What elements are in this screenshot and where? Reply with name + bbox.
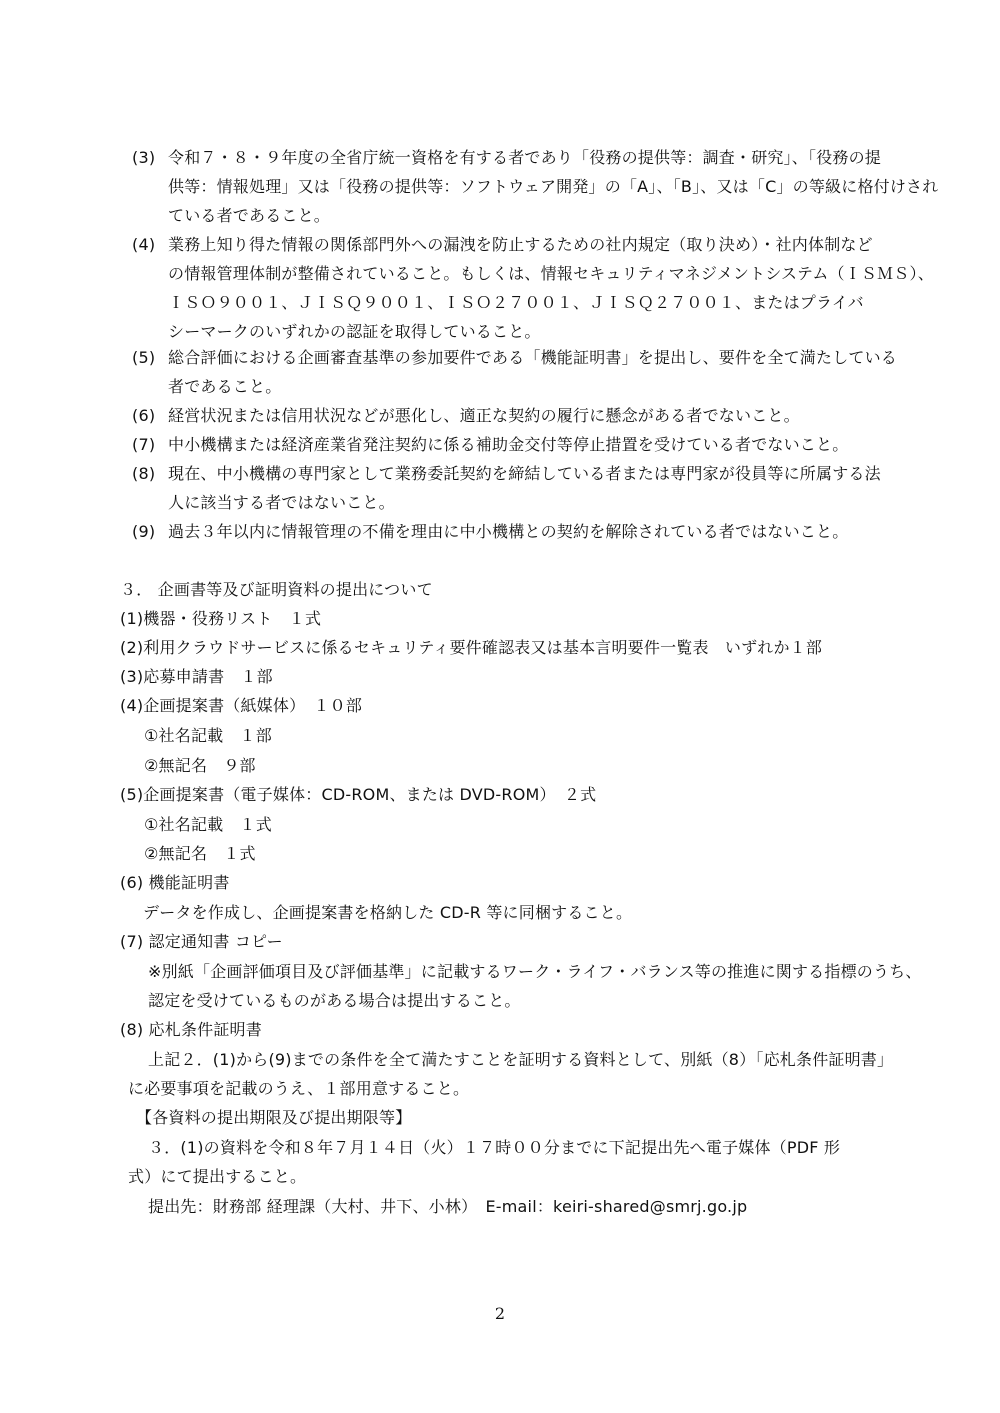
item-text-line: 令和７・８・９年度の全省庁統一資格を有する者であり「役務の提供等：調査・研究」、「役務の提: [168, 148, 882, 167]
item-text-line: 経営状況または信用状況などが悪化し、適正な契約の履行に懸念がある者でないこと。: [168, 406, 800, 425]
deadline-text: 式）にて提出すること。: [128, 1167, 307, 1186]
submission-note: 上記２．(1)から(9)までの条件を全て満たすことを証明する資料として、別紙（8）「応札条件証明書」: [148, 1050, 894, 1069]
submission-item: (3)応募申請書 １部: [120, 667, 273, 686]
deadline-heading: 【各資料の提出期限及び提出期限等】: [136, 1108, 412, 1127]
submission-note: に必要事項を記載のうえ、１部用意すること。: [128, 1079, 470, 1098]
item-text-line: ＩＳＯ９００１、ＪＩＳＱ９００１、ＩＳＯ２７００１、ＪＩＳＱ２７００１、またはプライバ: [168, 293, 864, 312]
item-text-line: シーマークのいずれかの認証を取得していること。: [168, 322, 541, 341]
submission-item: (1)機器・役務リスト １式: [120, 609, 322, 628]
submission-note: データを作成し、企画提案書を格納した CD-R 等に同梱すること。: [143, 903, 633, 922]
item-number: (7): [132, 435, 156, 454]
deadline-text: ３．(1)の資料を令和８年７月１４日（火）１７時００分までに下記提出先へ電子媒体（PDF 形: [148, 1138, 841, 1157]
item-text-line: 過去３年以内に情報管理の不備を理由に中小機構との契約を解除されている者ではないこと。: [168, 522, 849, 541]
item-text-line: 中小機構または経済産業省発注契約に係る補助金交付等停止措置を受けている者でないこと。: [168, 435, 849, 454]
item-number: (9): [132, 522, 156, 541]
page-number: 2: [494, 1304, 506, 1323]
submission-subitem: ②無記名 ９部: [144, 756, 256, 775]
section-heading: ３． 企画書等及び証明資料の提出について: [120, 580, 433, 599]
item-number: (6): [132, 406, 156, 425]
submission-item: (5)企画提案書（電子媒体：CD-ROM、または DVD-ROM） ２式: [120, 785, 597, 804]
submission-item: (4)企画提案書（紙媒体） １０部: [120, 696, 363, 715]
item-number: (5): [132, 348, 156, 367]
item-text-line: の情報管理体制が整備されていること。もしくは、情報セキュリティマネジメントシステム（ＩＳＭＳ）、: [168, 264, 934, 283]
submission-subitem: ①社名記載 １式: [144, 815, 272, 834]
submission-subitem: ②無記名 １式: [144, 844, 256, 863]
submission-item: (8) 応札条件証明書: [120, 1020, 262, 1039]
item-text-line: 総合評価における企画審査基準の参加要件である「機能証明書」を提出し、要件を全て満たしている: [168, 348, 898, 367]
item-text-line: ている者であること。: [168, 206, 331, 225]
submission-item: (6) 機能証明書: [120, 873, 230, 892]
submission-contact: 提出先：財務部 経理課（大村、井下、小林） E-mail：keiri-shared@smrj.go.jp: [148, 1197, 748, 1216]
item-text-line: 業務上知り得た情報の関係部門外への漏洩を防止するための社内規定（取り決め）・社内体制など: [168, 235, 873, 254]
submission-note: ※別紙「企画評価項目及び評価基準」に記載するワーク・ライフ・バランス等の推進に関する指標のうち、: [148, 962, 922, 981]
submission-subitem: ①社名記載 １部: [144, 726, 272, 745]
item-text-line: 者であること。: [168, 377, 282, 396]
item-text-line: 現在、中小機構の専門家として業務委託契約を締結している者または専門家が役員等に所属する法: [168, 464, 881, 483]
submission-item: (7) 認定通知書 コピー: [120, 932, 283, 951]
item-text-line: 供等：情報処理」又は「役務の提供等：ソフトウェア開発」の「A」、「B」、又は「C」の等級に格付けされ: [168, 177, 939, 196]
item-text-line: 人に該当する者ではないこと。: [168, 493, 395, 512]
submission-note: 認定を受けているものがある場合は提出すること。: [148, 991, 521, 1010]
item-number: (3): [132, 148, 156, 167]
submission-item: (2)利用クラウドサービスに係るセキュリティ要件確認表又は基本言明要件一覧表 いずれか１部: [120, 638, 823, 657]
item-number: (8): [132, 464, 156, 483]
item-number: (4): [132, 235, 156, 254]
